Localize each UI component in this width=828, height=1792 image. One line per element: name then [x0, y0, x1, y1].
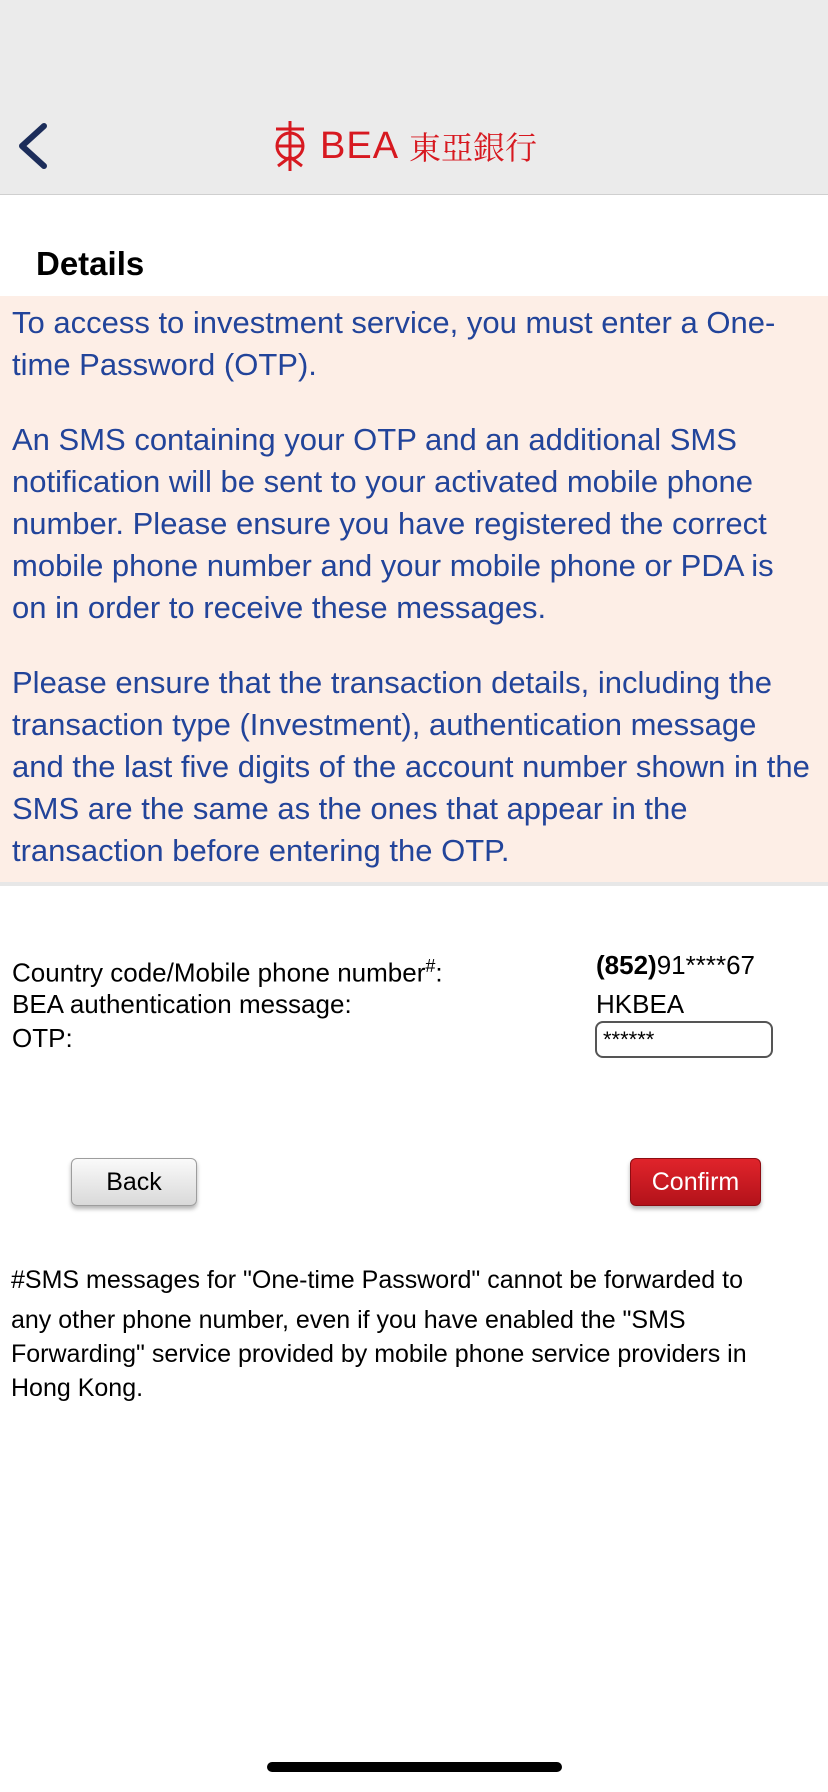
- info-paragraph-3: Please ensure that the transaction details, including the transaction type (Investment), authentication message and the last five digits of the account number shown in the SMS are the same as the ones that appear in the transaction before entering the OTP.: [12, 665, 810, 868]
- otp-input[interactable]: [595, 1021, 773, 1058]
- bea-logo: [270, 118, 537, 174]
- footnote-line-1: #SMS messages for "One-time Password" cannot be forwarded to: [11, 1266, 743, 1294]
- auth-message-label: BEA authentication message:: [12, 989, 352, 1019]
- phone-label-suffix: :: [435, 957, 443, 988]
- confirm-button[interactable]: Confirm: [630, 1158, 761, 1206]
- back-button[interactable]: Back: [71, 1158, 197, 1206]
- phone-label-marker: #: [425, 956, 436, 976]
- otp-info-panel: [0, 296, 828, 886]
- phone-number-label: [12, 956, 443, 989]
- sms-footnote: [11, 1263, 811, 1405]
- phone-country-code: (852): [596, 950, 657, 980]
- phone-number-value: [596, 950, 755, 981]
- phone-masked-number: 91****67: [656, 950, 756, 980]
- otp-label: OTP:: [12, 1023, 73, 1053]
- info-paragraph-2: An SMS containing your OTP and an additional SMS notification will be sent to your activated mobile phone number. Please ensure you have registered the correct mobile phone number and your mobile phone or PDA is on in order to receive these messages.: [12, 422, 774, 625]
- brand-name-en: BEA: [320, 124, 400, 167]
- phone-label-text: Country code/Mobile phone number: [12, 957, 426, 988]
- app-header: [0, 0, 828, 195]
- footnote-line-2: any other phone number, even if you have enabled the "SMS Forwarding" service provided by mobile phone service providers in Hong Kong.: [11, 1306, 747, 1402]
- chevron-left-icon[interactable]: [14, 118, 54, 174]
- auth-message-value: HKBEA: [596, 989, 685, 1019]
- home-indicator[interactable]: [267, 1762, 562, 1772]
- brand-name-zh: 東亞銀行: [409, 129, 538, 167]
- page-title: Details: [36, 245, 145, 282]
- bea-emblem-icon: [270, 119, 310, 173]
- info-paragraph-1: To access to investment service, you must enter a One-time Password (OTP).: [12, 305, 776, 382]
